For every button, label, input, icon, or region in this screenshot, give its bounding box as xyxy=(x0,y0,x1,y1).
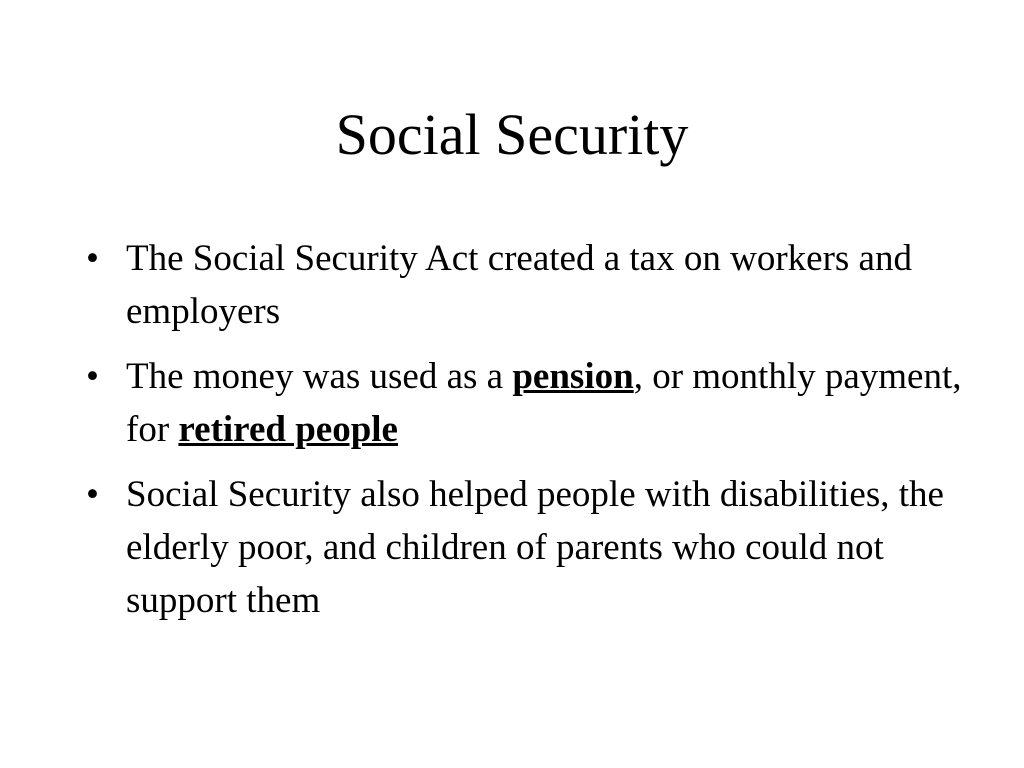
bullet-text-before: The money was used as a xyxy=(126,356,513,397)
bullet-text: The Social Security Act created a tax on workers and employers xyxy=(126,238,912,332)
bullet-text: Social Security also helped people with disabilities, the elderly poor, and children of parents who could not support them xyxy=(126,474,944,621)
bullet-icon: • xyxy=(86,238,99,279)
bullet-icon: • xyxy=(86,474,99,515)
slide-title: Social Security xyxy=(335,102,689,167)
bullet-item xyxy=(84,232,964,338)
bullet-icon: • xyxy=(86,356,99,397)
bullet-list xyxy=(84,232,964,639)
bullet-text-middle: , or monthly payment, for xyxy=(126,356,962,450)
emphasized-term-retired-people: retired people xyxy=(178,409,398,450)
bullet-item xyxy=(84,468,964,627)
bullet-item xyxy=(84,350,964,456)
emphasized-term-pension: pension xyxy=(512,356,634,397)
